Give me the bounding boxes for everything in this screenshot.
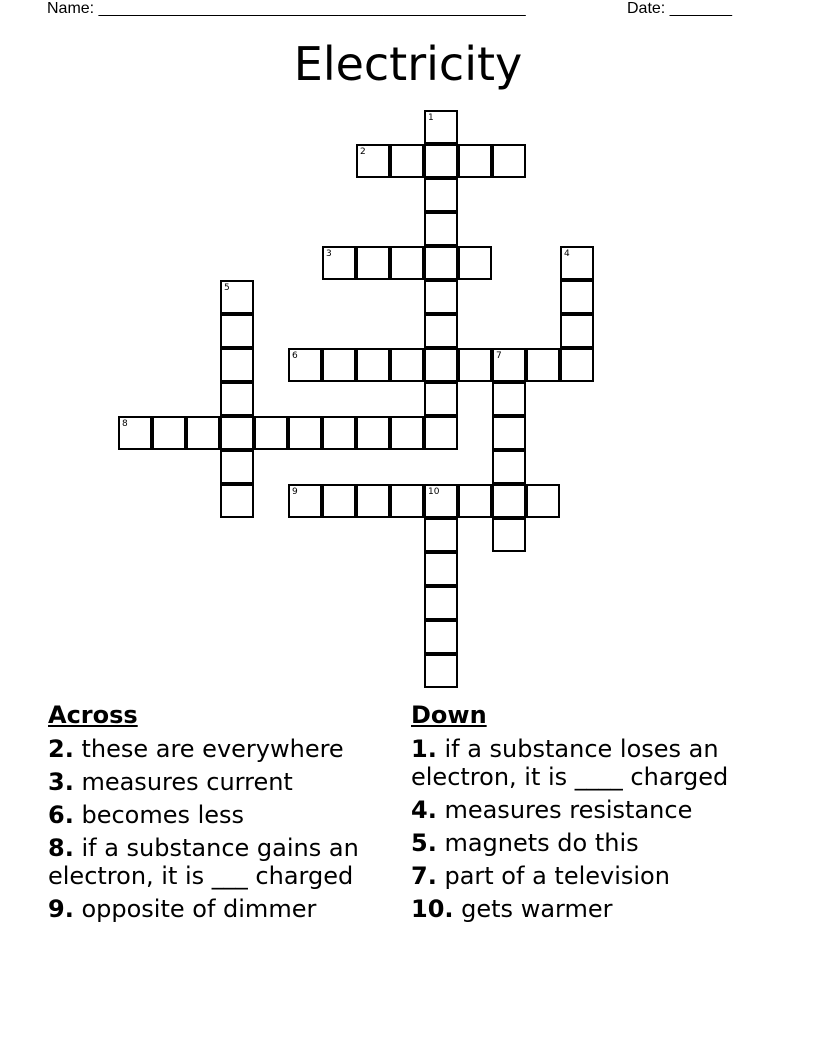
crossword-cell[interactable] [322, 416, 356, 450]
crossword-cell[interactable] [118, 416, 152, 450]
crossword-cell[interactable] [458, 348, 492, 382]
crossword-cell[interactable] [390, 484, 424, 518]
crossword-cell[interactable] [288, 416, 322, 450]
clue-item-number: 9. [48, 895, 74, 923]
crossword-cell[interactable] [424, 110, 458, 144]
crossword-cell[interactable] [220, 416, 254, 450]
crossword-cell[interactable] [390, 246, 424, 280]
date-field-label: Date: _______ [627, 0, 732, 17]
clue-item-text: measures resistance [436, 796, 693, 824]
crossword-cell[interactable] [560, 246, 594, 280]
across-heading: Across [48, 701, 138, 729]
clue-item-text: these are everywhere [73, 735, 344, 763]
crossword-cell[interactable] [424, 654, 458, 688]
crossword-cell[interactable] [322, 348, 356, 382]
crossword-cell[interactable] [186, 416, 220, 450]
crossword-cell[interactable] [254, 416, 288, 450]
clue-number: 4 [564, 249, 570, 259]
clue-item-number: 1. [411, 735, 437, 763]
clue-number: 2 [360, 147, 366, 157]
crossword-cell[interactable] [424, 416, 458, 450]
clue-item-number: 4. [411, 796, 437, 824]
crossword-cell[interactable] [356, 246, 390, 280]
crossword-cell[interactable] [492, 518, 526, 552]
crossword-cell[interactable] [560, 314, 594, 348]
clue-item [48, 735, 398, 763]
clue-item-number: 6. [48, 801, 74, 829]
clue-item [48, 801, 398, 829]
clue-item-text: becomes less [73, 801, 245, 829]
crossword-cell[interactable] [152, 416, 186, 450]
clue-item-text: if a substance gains an electron, it is ___ charged [48, 834, 359, 890]
clue-item [411, 862, 791, 890]
clue-item [48, 895, 398, 923]
crossword-cell[interactable] [220, 450, 254, 484]
clue-number: 3 [326, 249, 332, 259]
crossword-cell[interactable] [560, 348, 594, 382]
crossword-cell[interactable] [424, 314, 458, 348]
crossword-cell[interactable] [560, 280, 594, 314]
clue-item-number: 2. [48, 735, 74, 763]
crossword-cell[interactable] [356, 484, 390, 518]
crossword-cell[interactable] [424, 178, 458, 212]
crossword-cell[interactable] [492, 484, 526, 518]
crossword-cell[interactable] [322, 246, 356, 280]
down-heading: Down [411, 701, 487, 729]
crossword-cell[interactable] [288, 348, 322, 382]
clue-item-text: opposite of dimmer [73, 895, 317, 923]
clue-item [48, 834, 398, 890]
crossword-cell[interactable] [492, 416, 526, 450]
crossword-cell[interactable] [492, 450, 526, 484]
page-title: Electricity [293, 37, 523, 91]
clue-number: 1 [428, 113, 434, 123]
crossword-cell[interactable] [424, 144, 458, 178]
clue-item-text: gets warmer [453, 895, 613, 923]
clue-number: 10 [428, 487, 440, 497]
clue-item-number: 3. [48, 768, 74, 796]
clue-item-number: 7. [411, 862, 437, 890]
crossword-cell[interactable] [390, 416, 424, 450]
clue-number: 9 [292, 487, 298, 497]
crossword-cell[interactable] [424, 280, 458, 314]
clue-item-number: 5. [411, 829, 437, 857]
crossword-cell[interactable] [492, 348, 526, 382]
clue-item-text: if a substance loses an electron, it is ____ charged [411, 735, 729, 791]
crossword-cell[interactable] [526, 484, 560, 518]
crossword-cell[interactable] [424, 586, 458, 620]
crossword-cell[interactable] [458, 246, 492, 280]
clue-item-number: 10. [411, 895, 454, 923]
clue-item-text: magnets do this [436, 829, 639, 857]
crossword-cell[interactable] [390, 348, 424, 382]
crossword-cell[interactable] [424, 552, 458, 586]
crossword-cell[interactable] [458, 144, 492, 178]
crossword-cell[interactable] [424, 518, 458, 552]
crossword-cell[interactable] [424, 246, 458, 280]
crossword-cell[interactable] [356, 348, 390, 382]
clue-item [411, 829, 791, 857]
clue-item [411, 796, 791, 824]
clue-item [48, 768, 398, 796]
crossword-cell[interactable] [458, 484, 492, 518]
crossword-cell[interactable] [220, 280, 254, 314]
name-field-label: Name: ________________________________________________ [47, 0, 526, 17]
crossword-cell[interactable] [424, 382, 458, 416]
crossword-cell[interactable] [424, 620, 458, 654]
down-clues [411, 700, 791, 928]
crossword-cell[interactable] [220, 484, 254, 518]
crossword-cell[interactable] [526, 348, 560, 382]
crossword-cell[interactable] [424, 212, 458, 246]
crossword-cell[interactable] [356, 144, 390, 178]
clue-item [411, 895, 791, 923]
clue-item-number: 8. [48, 834, 74, 862]
crossword-cell[interactable] [424, 348, 458, 382]
clue-item [411, 735, 791, 791]
crossword-cell[interactable] [322, 484, 356, 518]
clue-number: 5 [224, 283, 230, 293]
crossword-cell[interactable] [220, 314, 254, 348]
crossword-cell[interactable] [424, 484, 458, 518]
crossword-cell[interactable] [492, 144, 526, 178]
crossword-cell[interactable] [356, 416, 390, 450]
crossword-cell[interactable] [220, 382, 254, 416]
across-clues [48, 700, 398, 928]
crossword-cell[interactable] [390, 144, 424, 178]
crossword-cell[interactable] [220, 348, 254, 382]
clue-number: 6 [292, 351, 298, 361]
crossword-cell[interactable] [288, 484, 322, 518]
clue-number: 7 [496, 351, 502, 361]
clue-item-text: part of a television [436, 862, 670, 890]
clue-item-text: measures current [73, 768, 293, 796]
crossword-cell[interactable] [492, 382, 526, 416]
clue-number: 8 [122, 419, 128, 429]
